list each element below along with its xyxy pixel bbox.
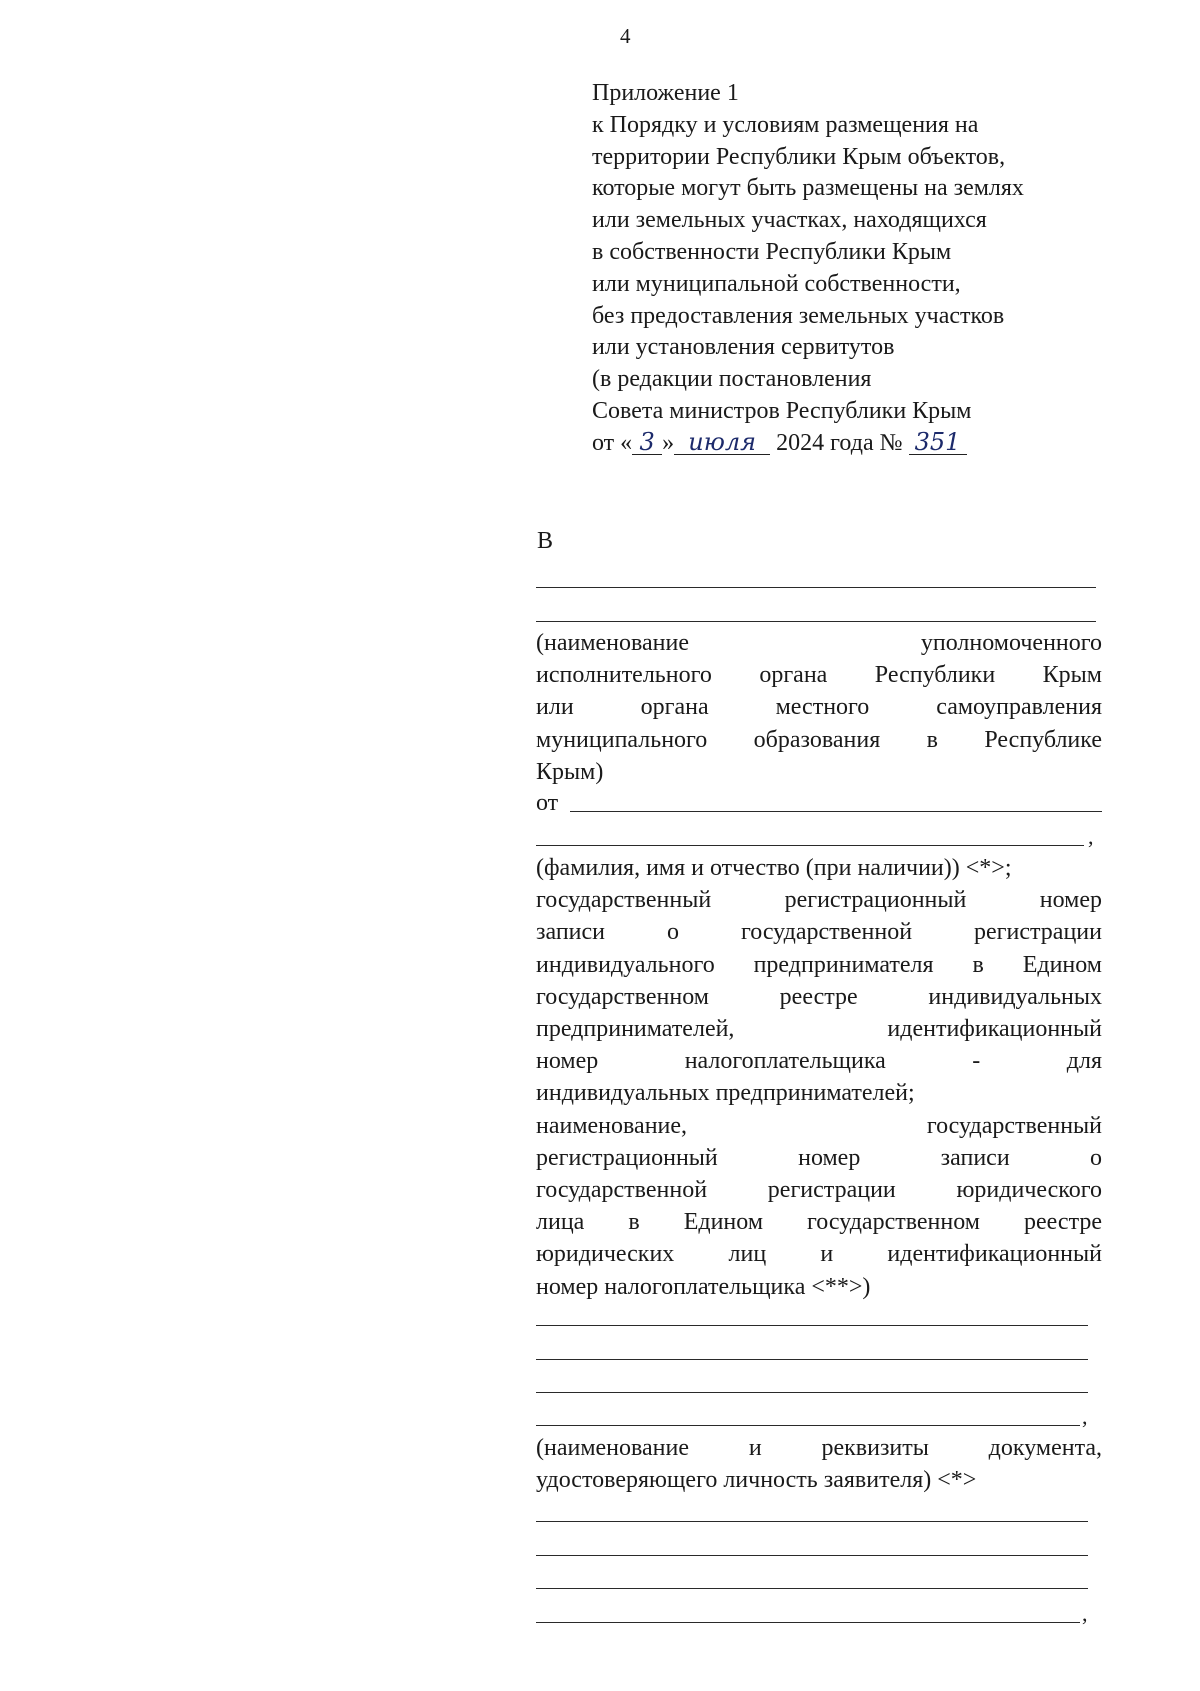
blank-line-applicant bbox=[536, 845, 1084, 846]
applicant-caption-line: регистрационный номер записи о bbox=[536, 1144, 1102, 1171]
appendix-line: Совета министров Республики Крым bbox=[592, 397, 972, 424]
blank-line-details-2 bbox=[536, 1359, 1088, 1360]
date-year-text: 2024 года № bbox=[776, 429, 903, 456]
comma: , bbox=[1082, 1601, 1088, 1626]
applicant-caption-line: индивидуального предпринимателя в Едином bbox=[536, 951, 1102, 978]
org-caption bbox=[536, 627, 1102, 788]
org-caption-line: исполнительного органа Республики Крым bbox=[536, 662, 1102, 689]
document-caption bbox=[536, 1432, 1102, 1496]
blank-line-org-2 bbox=[536, 621, 1096, 622]
blank-line-document-3 bbox=[536, 1588, 1088, 1589]
blank-line-from bbox=[570, 811, 1102, 812]
appendix-line: территории Республики Крым объектов, bbox=[592, 143, 1006, 170]
blank-line-details-1 bbox=[536, 1325, 1088, 1326]
applicant-caption-line: номер налогоплательщика - для bbox=[536, 1048, 1102, 1075]
comma: , bbox=[1082, 1404, 1088, 1429]
blank-line-org-1 bbox=[536, 587, 1096, 588]
date-prefix: от « bbox=[592, 429, 633, 456]
applicant-caption-line: наименование, государственный bbox=[536, 1112, 1102, 1139]
page-number: 4 bbox=[620, 24, 631, 48]
blank-line-document-1 bbox=[536, 1521, 1088, 1522]
appendix-line: к Порядку и условиям размещения на bbox=[592, 111, 979, 138]
appendix-line: без предоставления земельных участков bbox=[592, 302, 1005, 329]
org-caption-line: Крым) bbox=[536, 758, 604, 785]
applicant-caption-line: государственной регистрации юридического bbox=[536, 1177, 1102, 1204]
applicant-caption bbox=[536, 852, 1102, 1303]
appendix-header bbox=[592, 78, 1112, 460]
appendix-line: или установления сервитутов bbox=[592, 334, 895, 361]
appendix-line: которые могут быть размещены на землях bbox=[592, 175, 1024, 202]
applicant-caption-line: государственном реестре индивидуальных bbox=[536, 983, 1102, 1010]
org-caption-line: муниципального образования в Республике bbox=[536, 726, 1102, 753]
applicant-caption-line: юридических лиц и идентификационный bbox=[536, 1241, 1102, 1268]
appendix-line: или муниципальной собственности, bbox=[592, 270, 961, 297]
from-label: от bbox=[536, 790, 559, 816]
applicant-caption-line: государственный регистрационный номер bbox=[536, 887, 1102, 914]
appendix-line: Приложение 1 bbox=[592, 80, 739, 106]
document-caption-line: удостоверяющего личность заявителя) <*> bbox=[536, 1467, 977, 1494]
appendix-line: (в редакции постановления bbox=[592, 366, 872, 393]
applicant-caption-line: записи о государственной регистрации bbox=[536, 919, 1102, 946]
applicant-caption-line: лица в Едином государственном реестре bbox=[536, 1209, 1102, 1236]
document-caption-line: (наименование и реквизиты документа, bbox=[536, 1435, 1102, 1461]
handwritten-day: 3 bbox=[632, 430, 662, 455]
appendix-line: в собственности Республики Крым bbox=[592, 238, 952, 265]
blank-line-document-2 bbox=[536, 1555, 1088, 1556]
org-caption-line: или органа местного самоуправления bbox=[536, 694, 1102, 721]
appendix-line: или земельных участках, находящихся bbox=[592, 207, 987, 234]
appendix-date-line bbox=[592, 428, 1112, 460]
to-letter: В bbox=[537, 528, 554, 554]
applicant-caption-line: (фамилия, имя и отчество (при наличии)) <*>; bbox=[536, 855, 1012, 881]
handwritten-month: июля bbox=[674, 430, 770, 455]
org-caption-line: (наименование уполномоченного bbox=[536, 630, 1102, 656]
applicant-caption-line: предпринимателей, идентификационный bbox=[536, 1016, 1102, 1043]
blank-line-details-4 bbox=[536, 1425, 1080, 1426]
comma: , bbox=[1088, 824, 1094, 849]
applicant-caption-line: индивидуальных предпринимателей; bbox=[536, 1080, 915, 1107]
blank-line-details-3 bbox=[536, 1392, 1088, 1393]
applicant-caption-line: номер налогоплательщика <**>) bbox=[536, 1273, 871, 1300]
blank-line-document-4 bbox=[536, 1622, 1080, 1623]
date-quote-close: » bbox=[662, 429, 675, 456]
handwritten-number: 351 bbox=[909, 430, 967, 455]
